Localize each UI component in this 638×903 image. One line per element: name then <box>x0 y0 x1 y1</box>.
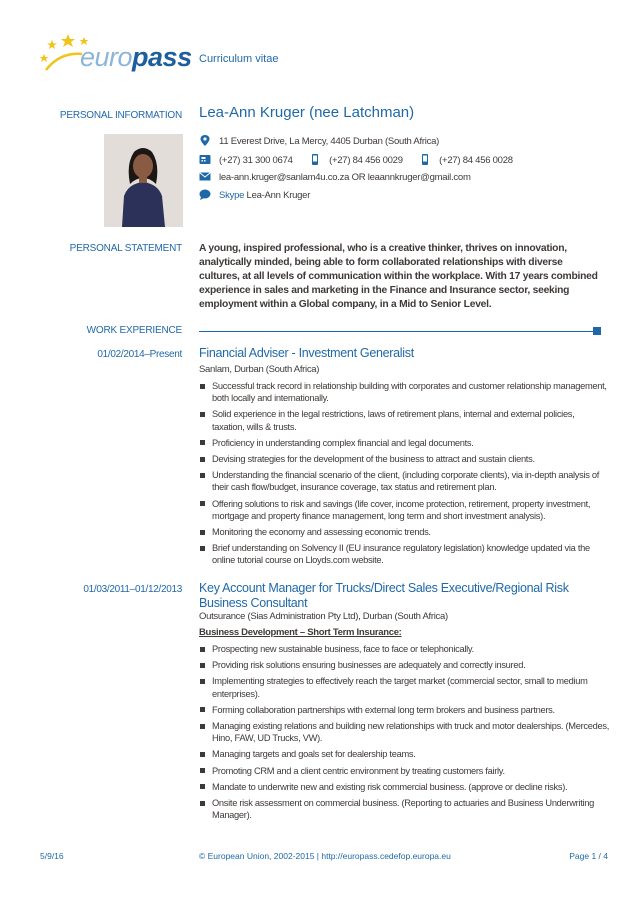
phone-mobile-1: (+27) 84 456 0029 <box>329 155 403 166</box>
chat-bubble-icon <box>199 189 211 200</box>
skype-value: Lea-Ann Kruger <box>246 190 311 201</box>
candidate-name: Lea-Ann Kruger (nee Latchman) <box>199 104 415 121</box>
phone-mobile-2: (+27) 84 456 0028 <box>439 155 513 166</box>
list-item: Understanding the financial scenario of the client, (including corporate clients), via in-depth analysis of their cash flow/budget, insurance coverage, tax status and retirement plan. <box>199 469 609 493</box>
job-dates: 01/02/2014–Present <box>97 349 182 360</box>
job-subheading: Business Development – Short Term Insurance: <box>199 627 402 638</box>
list-item: Promoting CRM and a client centric environment by treating customers fairly. <box>199 765 609 777</box>
list-item: Managing existing relations and building new relationships with truck and motor dealerships. (Mercedes, Hino, FAW, UD Trucks, VW). <box>199 720 609 744</box>
section-label-work-experience: WORK EXPERIENCE <box>86 325 182 336</box>
skype-row <box>199 189 310 201</box>
list-item: Implementing strategies to effectively reach the target market (commercial sector, small to medium enterprises). <box>199 675 609 699</box>
footer-date: 5/9/16 <box>40 851 64 861</box>
list-item: Proficiency in understanding complex financial and legal documents. <box>199 437 609 449</box>
profile-photo <box>104 134 183 227</box>
list-item: Monitoring the economy and assessing economic trends. <box>199 526 609 538</box>
europass-logo <box>38 30 192 80</box>
list-item: Providing risk solutions ensuring businesses are adequately and correctly insured. <box>199 659 609 671</box>
list-item: Successful track record in relationship building with corporates and customer relationship management, both locally and internationally. <box>199 380 609 404</box>
job-employer: Sanlam, Durban (South Africa) <box>199 364 320 375</box>
list-item: Prospecting new sustainable business, face to face or telephonically. <box>199 643 609 655</box>
skype-label: Skype <box>219 190 245 201</box>
phone-row <box>199 154 513 166</box>
email-row <box>199 171 471 183</box>
section-label-personal-statement: PERSONAL STATEMENT <box>69 243 182 254</box>
personal-statement-text: A young, inspired professional, who is a creative thinker, thrives on innovation, analytically minded, being able to form collaborated relationships with diverse cultures, at all levels of communication within the workplace. With 17 years combined experience in sales and marketing in the Finance and Insurance sector, seeking employment within a Global company, in a Mid to Senior Level. <box>199 243 598 310</box>
logo-wordmark: europass <box>80 42 192 72</box>
address-row: 11 Everest Drive, La Mercy, 4405 Durban (South Africa) <box>199 135 439 147</box>
document-label: Curriculum vitae <box>199 53 279 65</box>
job-title: Key Account Manager for Trucks/Direct Sales Executive/Regional Risk Business Consultant <box>199 581 569 610</box>
location-pin-icon <box>199 135 211 146</box>
list-item: Brief understanding on Solvency II (EU insurance regulatory legislation) knowledge updated via the online tutorial course on Lloyds.com website. <box>199 542 609 566</box>
job-title: Financial Adviser - Investment Generalist <box>199 346 414 360</box>
job-dates: 01/03/2011–01/12/2013 <box>83 584 182 595</box>
mobile-phone-icon <box>309 154 321 165</box>
job-employer: Outsurance (Sias Administration Pty Ltd), Durban (South Africa) <box>199 611 448 622</box>
list-item: Solid experience in the legal restrictions, laws of retirement plans, internal and external policies, taxation, wills & trusts. <box>199 408 609 432</box>
mobile-phone-icon <box>419 154 431 165</box>
list-item: Devising strategies for the development of the business to attract and sustain clients. <box>199 453 609 465</box>
section-marker <box>593 327 601 335</box>
portrait-image <box>104 134 183 227</box>
list-item: Forming collaboration partnerships with external long term brokers and business partners. <box>199 704 609 716</box>
footer-copyright-link[interactable]: © European Union, 2002-2015 | http://europass.cedefop.europa.eu <box>199 851 451 861</box>
phone-work: (+27) 31 300 0674 <box>219 155 293 166</box>
section-label-personal-information: PERSONAL INFORMATION <box>59 110 182 121</box>
envelope-icon <box>199 171 211 182</box>
list-item: Managing targets and goals set for dealership teams. <box>199 748 609 760</box>
section-divider <box>199 331 593 332</box>
job-responsibilities <box>199 380 609 567</box>
list-item: Offering solutions to risk and savings (life cover, income protection, retirement, property investment, mortgage and property finance management, long term and short investment analysis). <box>199 498 609 522</box>
job-responsibilities <box>199 643 609 821</box>
footer-page-number: Page 1 / 4 <box>569 851 608 861</box>
list-item: Mandate to underwrite new and existing risk commercial business. (approve or decline risks). <box>199 781 609 793</box>
email-address[interactable]: lea-ann.kruger@sanlam4u.co.za OR leaannkruger@gmail.com <box>219 172 471 183</box>
phone-icon <box>199 154 211 165</box>
list-item: Onsite risk assessment on commercial business. (Reporting to actuaries and Business Underwriting Manager). <box>199 797 609 821</box>
